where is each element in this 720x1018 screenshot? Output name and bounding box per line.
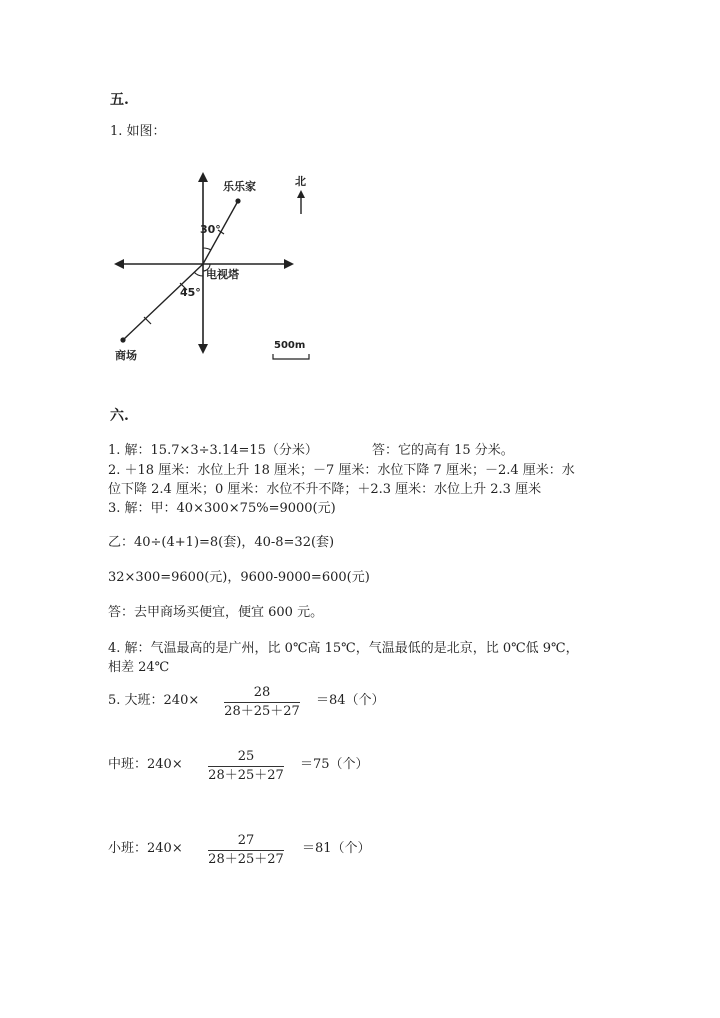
answer-3-line-2: 乙：40÷(4+1)=8(套)，40-8=32(套) bbox=[108, 535, 335, 550]
question-1-label: 1. 如图： bbox=[110, 124, 166, 139]
answer-3-line-3: 32×300=9600(元)，9600-9000=600(元) bbox=[108, 570, 370, 585]
answer-5-row-result: ＝81（个） bbox=[302, 841, 371, 856]
scale-bar bbox=[273, 354, 309, 359]
fraction-denominator: 28＋25＋27 bbox=[208, 852, 284, 867]
answer-2-line-1: 2. ＋18 厘米：水位上升 18 厘米；－7 厘米：水位下降 7 厘米；－2.4 厘米：水 bbox=[108, 463, 575, 478]
fraction-numerator: 28 bbox=[253, 685, 271, 700]
home-point bbox=[235, 198, 240, 203]
answer-3-line-4: 答：去甲商场买便宜，便宜 600 元。 bbox=[108, 605, 324, 620]
home-label: 乐乐家 bbox=[223, 180, 256, 193]
answer-5-row-fraction bbox=[208, 833, 284, 868]
fraction-denominator: 28＋25＋27 bbox=[224, 704, 300, 719]
answer-2-line-2: 位下降 2.4 厘米；0 厘米：水位不升不降；＋2.3 厘米：水位上升 2.3 厘米 bbox=[108, 482, 542, 497]
answer-5-row-result: ＝75（个） bbox=[300, 757, 369, 772]
fraction-denominator: 28＋25＋27 bbox=[208, 768, 284, 783]
scale-label: 500m bbox=[274, 340, 306, 351]
west-arrow-icon bbox=[114, 259, 124, 269]
answer-1-conclusion: 答：它的高有 15 分米。 bbox=[372, 443, 514, 458]
answer-5-row-result: ＝84（个） bbox=[316, 693, 385, 708]
tower-to-mall-line bbox=[123, 264, 203, 340]
east-arrow-icon bbox=[284, 259, 294, 269]
north-axis-arrow-icon bbox=[198, 172, 208, 182]
answer-5-row-prefix: 中班：240× bbox=[108, 757, 183, 772]
section-five-heading: 五. bbox=[110, 92, 129, 108]
answer-4-line-2: 相差 24℃ bbox=[108, 660, 170, 675]
mall-label: 商场 bbox=[115, 349, 137, 362]
south-axis-arrow-icon bbox=[198, 344, 208, 354]
answer-1-calculation: 1. 解：15.7×3÷3.14=15（分米） bbox=[108, 443, 318, 458]
angle-arc-top bbox=[203, 248, 211, 250]
north-arrow-icon bbox=[297, 190, 305, 198]
answer-3-line-1: 3. 解：甲：40×300×75%=9000(元) bbox=[108, 501, 336, 516]
answer-5-row-prefix: 小班：240× bbox=[108, 841, 183, 856]
tower-label: 电视塔 bbox=[206, 268, 239, 281]
mall-point bbox=[120, 337, 125, 342]
north-label: 北 bbox=[295, 175, 306, 188]
answer-5-row-fraction bbox=[208, 749, 284, 784]
section-six-heading: 六. bbox=[110, 408, 129, 424]
answer-5-row-fraction bbox=[224, 685, 300, 720]
mall-line-tick bbox=[144, 317, 151, 324]
angle-top-label: 30° bbox=[200, 223, 221, 236]
angle-bottom-label: 45° bbox=[180, 286, 201, 299]
answer-5-row-prefix: 5. 大班：240× bbox=[108, 693, 200, 708]
direction-diagram bbox=[110, 170, 340, 370]
angle-arc-bottom bbox=[194, 272, 203, 276]
fraction-numerator: 25 bbox=[237, 749, 255, 764]
fraction-numerator: 27 bbox=[237, 833, 255, 848]
answer-4-line-1: 4. 解：气温最高的是广州，比 0℃高 15℃，气温最低的是北京，比 0℃低 9℃， bbox=[108, 641, 579, 656]
